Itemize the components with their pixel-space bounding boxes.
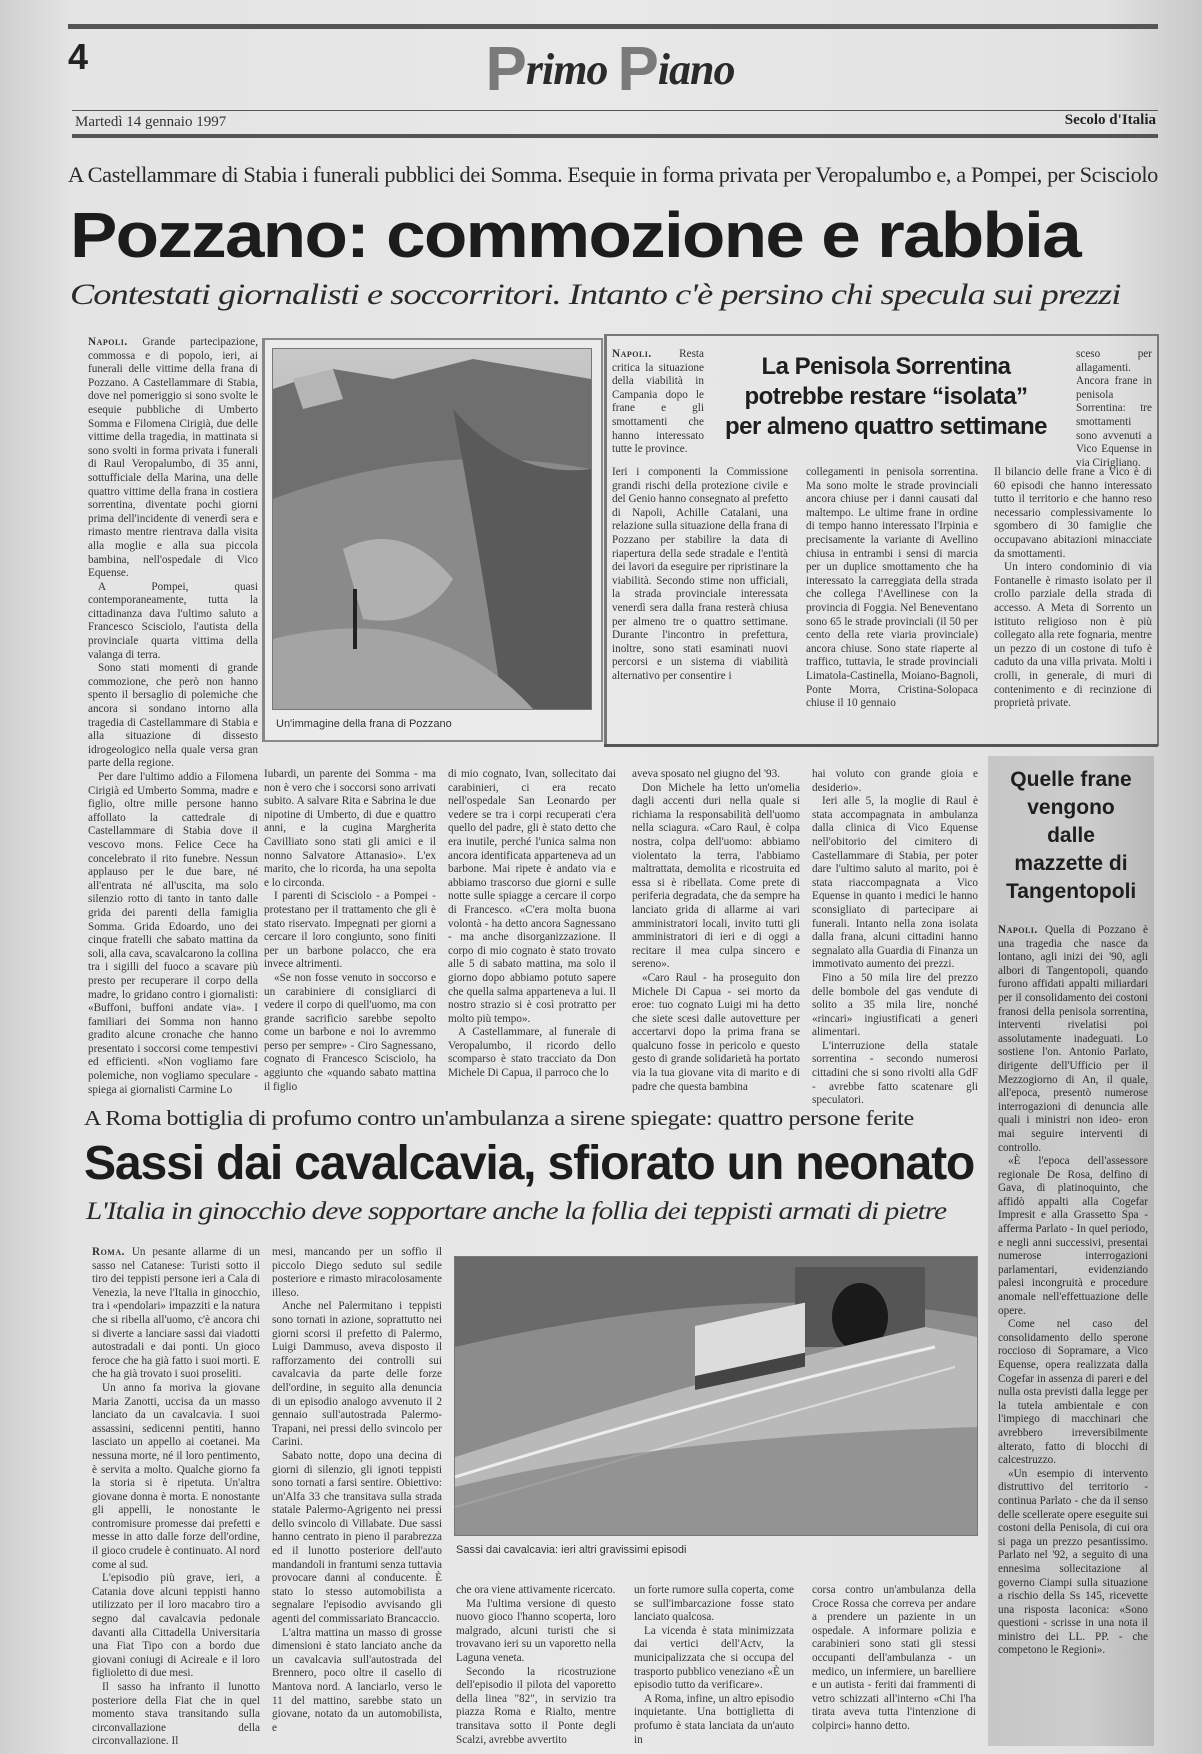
second-col2-p2: Anche nel Palermitano i teppisti sono tornati in azione, soprattutto nei giorni scorsi il prefetto di Palermo, Luigi Dammuso, aveva disposto il rafforzamento dei controlli sui cavalcavia da parte delle forze dell'ordine, in seguito alla denuncia di un episodio analogo avvenuto il 2 gennaio sull'autostrada Palermo-Trapani, nei pressi dello svincolo per Carini. (272, 1300, 442, 1449)
peninsula-column-right (994, 466, 1152, 738)
main-col4-p1: aveva sposato nel giugno del '93. (632, 768, 781, 780)
second-col2-p1: mesi, mancando per un soffio il piccolo Diego seduto sul sedile posteriore e rimasto miracolosamente illeso. (272, 1246, 442, 1299)
main-col5-p1: hai voluto con grande gioia e desiderio». (812, 768, 978, 794)
main-col4-p3: «Caro Raul - ha proseguito don Michele Di Capua - sei morto da eroe: tuo cognato Luigi mi ha detto che siete scesi dalle autovetture per accertarvi dopo la prima frana se qualcuno fosse in pericolo e questo gesto di grande solidarietà ha portato via la tua giovane vita di marito e di padre che questa bambina (632, 971, 800, 1093)
top-rule (68, 24, 1158, 29)
overpass-highway-image (455, 1257, 977, 1535)
main-col5-p3: Fino a 50 mila lire del prezzo delle bombole del gas vendute di solito a 35 mila lire, nonché «rincari» ingiustificati a generi alimentari. (812, 971, 978, 1039)
peninsula-left-text: Resta critica la situazione della viabilità in Campania dopo le frane e gli smottamenti che hanno interessato tutte le province. (612, 348, 704, 456)
landslide-image (273, 349, 591, 709)
second-subheadline: L'Italia in ginocchio deve sopportare anche la follia dei teppisti armati di pietre (86, 1198, 947, 1225)
second-col1-p2: Un anno fa moriva la giovane Maria Zanotti, uccisa da un masso lanciato da un cavalcavia. I suoi assassini, sedicenni pentiti, hanno lasciato un appello ai coetanei. Ma nessuna morte, né il loro pentimento, è servita a molto. Qualche giorno fa la storia si è ripetuta. Un'altra giovane donna è morta. E nonostante gli appelli, le nonostante le contromisure promesse dai prefetti e messe in atto dalle forze dell'ordine, il gioco crudele è continuato. Al nord come al sud. (92, 1381, 260, 1571)
peninsula-right-p3: Un intero condominio di via Fontanelle è rimasto isolato per il crollo parziale della strada di accesso. A Meta di Sorrento un istituto religioso non è più collegato alla rete fognaria, mentre un pezzo di un costone di tufo è caduto da una villa privata. Molti i crolli, in generale, di muri di contenimento e di recinzione di proprietà private. (994, 561, 1152, 710)
masthead-word-2: iano (657, 45, 735, 94)
peninsula-box-bottom-rule (604, 744, 1158, 747)
second-col1-p3: L'episodio più grave, ieri, a Catania dove alcuni teppisti hanno utilizzato per il loro macabro tiro a segno dal cavalcavia pedonale davanti alla Cittadella Universitaria una Fiat Tipo con a bordo due giovani coniugi di Acireale e il loro figlioletto di due mesi. (92, 1572, 260, 1680)
main-col1-p3: Sono stati momenti di grande commozione, che però non hanno spento il bersaglio di polemiche che ancora si sondano intorno alla tragedia di Castellammare di Stabia e alla situazione di dissesto idrogeologico nella quale versa gran parte della regione. (88, 662, 258, 770)
peninsula-left-p2: Ieri i componenti la Commissione grandi rischi della protezione civile e del Genio hanno consegnato al prefetto di Napoli, Achille Catalani, una relazione sulla situazione della frana di Pozzano per stabilire la data di riapertura della sede stradale e l'entità dei lavori da eseguire per ripristinare la viabilità. Secondo stime non ufficiali, la strada provinciale interessata venerdì sera dalla frana resterà chiusa per almeno tre o quattro settimane. Durante l'incontro in prefettura, inoltre, sono stati esaminati nuovi percorsi e un sistema di viabilità alternativo per consentire i (612, 466, 788, 682)
peninsula-dateline: Napoli. (612, 348, 652, 360)
main-column-5 (812, 768, 978, 1107)
main-column-4 (632, 768, 800, 1096)
main-column-1 (88, 336, 258, 1106)
second-column-4 (634, 1584, 794, 1746)
peninsula-headline-line-3: per almeno quattro settimane (724, 413, 1048, 440)
peninsula-headline-line-2: potrebbe restare “isolata” (744, 383, 1028, 410)
second-column-1 (92, 1246, 261, 1748)
main-col1-p2: A Pompei, quasi contemporaneamente, tutta la cittadinanza dava l'ultimo saluto a Francesco Scisciolo, l'autista della provinciale quarta vittima della valanga di terra. (88, 580, 258, 661)
main-headline: Pozzano: commozione e rabbia (70, 199, 1081, 271)
highway-photo (454, 1256, 978, 1536)
sidebar-p2: «È l'epoca dell'assessore regionale De Rosa, delfino di Gava, di platinoquinto, che affidò appalti alla Cogefar Impresit e alla Grassetto Spa - afferma Parlato - In quel periodo, e negli anni successivi, presentai numerose interrogazioni parlamentari, evidenziando palesi incongruità e procedure anomale nell'effettuazione delle opere. (998, 1155, 1148, 1317)
second-column-5 (812, 1584, 976, 1734)
peninsula-column-right-top (1076, 348, 1152, 469)
second-col4-p2: La vicenda è stata minimizzata dai vertici dell'Actv, la municipalizzata che si occupa del trasporto pubblico veneziano «È un episodio tutto da verificare». (634, 1624, 794, 1692)
masthead-initial-1: P (485, 35, 526, 104)
sidebar-text (998, 924, 1148, 1734)
highway-photo-caption: Sassi dai cavalcavia: ieri altri gravissimi episodi (456, 1544, 687, 1556)
second-col3-p3: Secondo la ricostruzione dell'episodio il pilota del vaporetto della linea "82", in servizio tra piazza Roma e Rialto, mentre transitava sotto il Ponte degli Scalzi, avrebbe avvertito (456, 1665, 616, 1746)
second-col2-p4: L'altra mattina un masso di grosse dimensioni è stato lanciato anche da un cavalcavia sull'autostrada del Brennero, poco oltre il casello di Mantova nord. A lanciarlo, verso le 11 del mattino, sarebbe stato un giovane, notato da un automobilista, e (272, 1626, 442, 1734)
masthead-word-1: rimo (525, 45, 608, 94)
main-col2-p1: Iubardi, un parente dei Somma - ma non è vero che i soccorsi sono arrivati subito. A salvare Rita e Sabrina le due nipotine di Umberto, di due e quattro anni, e la cugina Margherita Cavilliato sono stati gli amici e il nonno Salvatore Attanasio». L'ex marito, che lo ricorda, ha una sepolta e lo circonda. (264, 768, 436, 889)
main-col5-p2: Ieri alle 5, la moglie di Raul è stata accompagnata in ambulanza dalla clinica di Vico Equense nell'obitorio del cimitero di Castellammare di Stabia, per poter dare l'ultimo saluto al marito, poi è stata riaccompagnata a Vico Equense in quanto i medici le hanno sconsigliato di partecipare ai funerali. Intanto nella zona isolata dalla frana, alcuni cittadini hanno segnalato alla Guardia di Finanza un immotivato aumento dei prezzi. (812, 795, 978, 971)
second-col4-p1: un forte rumore sulla coperta, come se sull'imbarcazione fosse stato lanciato qualcosa. (634, 1584, 794, 1624)
main-col3-p1: di mio cognato, Ivan, sollecitato dai carabinieri, ci era recato nell'ospedale San Leonardo per vedere se tra i corpi recuperati c'era quello del padre, gli è stato detto che era inutile, perché l'unica salma non ancora identificata apparteneva ad un barbone. Mai ripete è andato via e abbiamo trascorso due giorni e sulle notte sulle spiagge a cercare il corpo di Francesco. «C'era molta buona volontà - ha detto ancora Sagnessano - ma anche disorganizzazione. Il corpo di mio cognato è stato trovato alle 5 di sabato mattina, ma solo il giorno dopo abbiamo potuto sapere che quella salma apparteneva a lui. Il nostro strazio si è così protratto per molto più tempo». (448, 768, 616, 1025)
second-column-2 (272, 1246, 442, 1734)
main-col1-p1: Grande partecipazione, commossa e di popolo, ieri, ai funerali delle vittime della frana di Pozzano. A Castellammare di Stabia, dove nel pomeriggio si sono svolte le esequie pubbliche di Umberto Somma e Filomena Cirigià, due delle vittime della tragedia, in mattinata si sono svolti in forma privata i funerali di Raul Veropalumbo, di 35 anni, sottufficiale della Marina, una delle quattro vittime della frana in costiera sorrentina, diventate pochi giorni prima dell'incidente di venerdì sera e rimasto mentre rientrava dalla visita alla moglie e alla sua piccola bambina, nell'ospedale di Vico Equense. (88, 336, 258, 580)
second-col3-p2: Ma l'ultima versione di questo nuovo gioco l'hanno scoperta, loro malgrado, alcuni turisti che si trovavano ieri su un vaporetto nella Laguna veneta. (456, 1597, 616, 1664)
tangentopoli-sidebar (988, 756, 1154, 1746)
second-col5-p1: corsa contro un'ambulanza della Croce Rossa che correva per andare a prendere un paziente in un ospedale. A informare polizia e carabinieri sono stati gli stessi occupanti dell'ambulanza - un medico, un infermiere, un barelliere e un autista - feriti dai frammenti di vetro schizzati all'interno «Chi l'ha tirata aveva tutta l'intenzione di colpirci» hanno detto. (812, 1584, 976, 1732)
sidebar-p1: Quella di Pozzano è una tragedia che nasce da lontano, agli inizi dei '90, agli albori di Tangentopoli, quando furono affidati appalti miliardari per il consolidamento dei costoni franosi della penisola sorrentina, interventi rivelatisi poi assolutamente inadeguati. Lo sostiene l'on. Antonio Parlato, dirigente dell'Ufficio per il Mezzogiorno di An, il quale, all'epoca, presentò numerose interrogazioni di denuncia alle quali i ministri non ideo- eron mai seguire interventi di controllo. (998, 924, 1149, 1154)
peninsula-column-mid (806, 466, 978, 738)
newspaper-name: Secolo d'Italia (1064, 112, 1156, 128)
peninsula-right-p1: sceso per allagamenti. Ancora frane in penisola Sorrentina: tre smottamenti sono avvenuti a Vico Equense in via Cirigliano. (1076, 348, 1152, 469)
peninsula-right-p2: Il bilancio delle frane a Vico è di 60 episodi che hanno interessato tutto il territorio e che hanno reso necessario complessivamente lo sgombero di 30 famiglie che occupavano abitazioni minacciate da smottamenti. (994, 466, 1152, 560)
landslide-photo (272, 348, 592, 710)
main-col2-p2: I parenti di Scisciolo - a Pompei - protestano per il trattamento che gli è stato riservato. Impegnati per giorni a cercare il loro congiunto, sono finiti per un barbone polacco, che era invece altrimenti. (264, 890, 436, 971)
main-col3-p2: A Castellammare, al funerale di Veropalumbo, il ricordo dello scomparso è stato tracciato da Don Michele Di Capua, il parroco che lo (448, 1026, 616, 1080)
main-col5-p4: L'interruzione della statale sorrentina - secondo numerosi cittadini che si sono rivolti alla GdF - avrebbe fatto scatenare gli speculatori. (812, 1039, 978, 1107)
second-col4-p3: A Roma, infine, un altro episodio inquietante. Una bottiglietta di profumo è stata lanciata da un'auto in (634, 1692, 794, 1746)
peninsula-mid-text: collegamenti in penisola sorrentina. Ma sono molte le strade provinciali ancora chiuse per i danni causati dal maltempo. Le ultime frane in ordine di tempo hanno interessato l'Irpinia e precisamente la variante di Avellino chiusa in entrambi i sensi di marcia per un duplice smottamento che ha interessato la carreggiata della strada che collega l'Avellinese con la provincia di Foggia. Nel Beneventano sono 65 le strade provinciali (il 50 per cento della rete viaria provinciale) ancora chiuse. Sono state riaperte al traffico, tuttavia, le strade provinciali Limatola-Castinella, Moiano-Bagnoli, Ponte Morra, Cristina-Solopaca chiuse il 10 gennaio (806, 466, 978, 710)
second-col2-p3: Sabato notte, dopo una decina di giorni di silenzio, gli ignoti teppisti sono tornati a farsi sentire. Obiettivo: un'Alfa 33 che transitava sulla strada statale Palermo-Agrigento nei pressi dello svincolo di Villabate. Due sassi hanno centrato in pieno il parabrezza ed il lunotto posteriore dell'auto mandandoli in frantumi senza tuttavia provocare danni al conducente. È stato lo stesso automobilista a segnalare l'episodio avvisando gli agenti del commissariato Brancaccio. (272, 1449, 442, 1626)
section-masthead (470, 34, 750, 105)
second-headline: Sassi dai cavalcavia, sfiorato un neonato (84, 1137, 975, 1190)
second-kicker: A Roma bottiglia di profumo contro un'ambulanza a sirene spiegate: quattro persone ferite (84, 1106, 914, 1130)
header-bottom-rule (72, 134, 1158, 138)
second-col3-p1: che ora viene attivamente ricercato. (456, 1584, 616, 1596)
header-thin-rule (72, 110, 1158, 111)
main-column-2 (264, 768, 436, 1096)
issue-date: Martedì 14 gennaio 1997 (75, 114, 227, 130)
main-dateline: Napoli. (88, 336, 128, 348)
page-number: 4 (68, 36, 89, 77)
landslide-photo-caption: Un'immagine della frana di Pozzano (276, 718, 452, 730)
main-subheadline: Contestati giornalisti e soccorritori. Intanto c'è persino chi specula sui prezzi (70, 278, 1121, 311)
main-col1-p4: Per dare l'ultimo addio a Filomena Cirigià ed Umberto Somma, madre e figlio, oltre mille persone hanno affollato la cattedrale di Castellammare di Stabia dove il vescovo mons. Felice Cece ha concelebrato il rito funebre. Nessun applauso per le due bare, né all'entrata né all'uscita, ma solo silenzio rotto di tanto in tanto dalle grida dei parenti della famiglia Somma. Grida Edoardo, uno dei cinque fratelli che sabato mattina da soli, alla cava, scavalcarono la collina tra i sigilli del fuoco a scavare più presto per recuperare il corpo della madre, lo gridano contro i giornalisti: «Buffoni, buffoni andate via». I familiari dei Somma non hanno gradito alcune cronache che hanno presentato i soccorsi come tempestivi ed efficienti. «Non vogliamo fare polemiche, non vogliamo speculare - spiega ai giornalisti Carmine Lo (88, 771, 258, 1096)
sidebar-p4: «Un esempio di intervento distruttivo del territorio - continua Parlato - che da il senso delle scellerate opere eseguite sui costoni della Penisola, di cui ora si paga un prezzo pesantissimo. Parlato nel '92, a seguito di una ennesima sollecitazione al governo Ciampi sulla situazione a rischio della Ss 145, ricevette una risposta laconica: «Sono questioni - scrisse in una nota il ministro dei LL. PP. - che competono le Regioni». (998, 1467, 1148, 1657)
second-col1-p1: Un pesante allarme di un sasso nel Catanese: Turisti sotto il tiro dei teppisti persone ieri a Cala di Venezia, la neve l'Italia in ginocchio, tra i «pendolari» impazziti e la natura che si ribella all'uomo, c'è ancora chi si diverte a lanciare sassi dai viadotti autostradali e dai ponti. Un gioco feroce che ha già fatto i suoi morti. E che ha già trovato i suoi proseliti. (92, 1246, 261, 1381)
second-col1-p4: Il sasso ha infranto il lunotto posteriore della Fiat che in quel momento stava transitando sulla circonvallazione della circonvallazione. Il (92, 1681, 260, 1748)
sidebar-p3: Come nel caso del consolidamento dello sperone roccioso di Sopramare, a Vico Equense, opera realizzata dalla Cogefar in assenza di pareri e del nulla osta previsti dalla legge per la tutela ambientale e con l'impiego di macchinari che avrebbero irreversibilmente alterato, fatto di blocchi di calcestruzzo. (998, 1318, 1148, 1467)
masthead-initial-2: P (617, 35, 658, 104)
sidebar-dateline: Napoli. (998, 924, 1038, 936)
main-kicker: A Castellammare di Stabia i funerali pubblici dei Somma. Esequie in forma privata per Veropalumbo e, a Pompei, per Scisciolo (68, 162, 1158, 187)
main-column-3 (448, 768, 616, 1096)
peninsula-column-left-b (612, 466, 788, 738)
peninsula-headline-line-1: La Penisola Sorrentina (761, 353, 1011, 380)
second-column-3 (456, 1584, 616, 1746)
main-col4-p2: Don Michele ha letto un'omelia dagli accenti duri nella quale si richiama la responsabilità dell'uomo nella sciagura. «Caro Raul, è colpa nostra, colpa dell'uomo: abbiamo violentato la terra, l'abbiamo maltrattata, demolita e ricostruita ed essa si è ribellata. Come prete di periferia degradata, che da sempre ha lanciato grida di allarme ai vari amministratori locali, invito tutti gli amministratori di ieri e di oggi a recitare il mea culpa sincero e sereno». (632, 781, 800, 971)
second-dateline: Roma. (92, 1246, 125, 1258)
main-col2-p3: «Se non fosse venuto in soccorso e un carabiniere di consigliarci di vedere il corpo di quell'uomo, ma con grande sacrificio sarebbe sepolto come un barbone e noi lo avremmo perso per sempre» - Ciro Sagnessano, cognato di Francesco Scisciolo, ha aggiunto che «quando sabato mattina il figlio (264, 971, 436, 1093)
sidebar-headline: Quelle frane vengono dalle mazzette di Tangentopoli (1006, 768, 1137, 903)
